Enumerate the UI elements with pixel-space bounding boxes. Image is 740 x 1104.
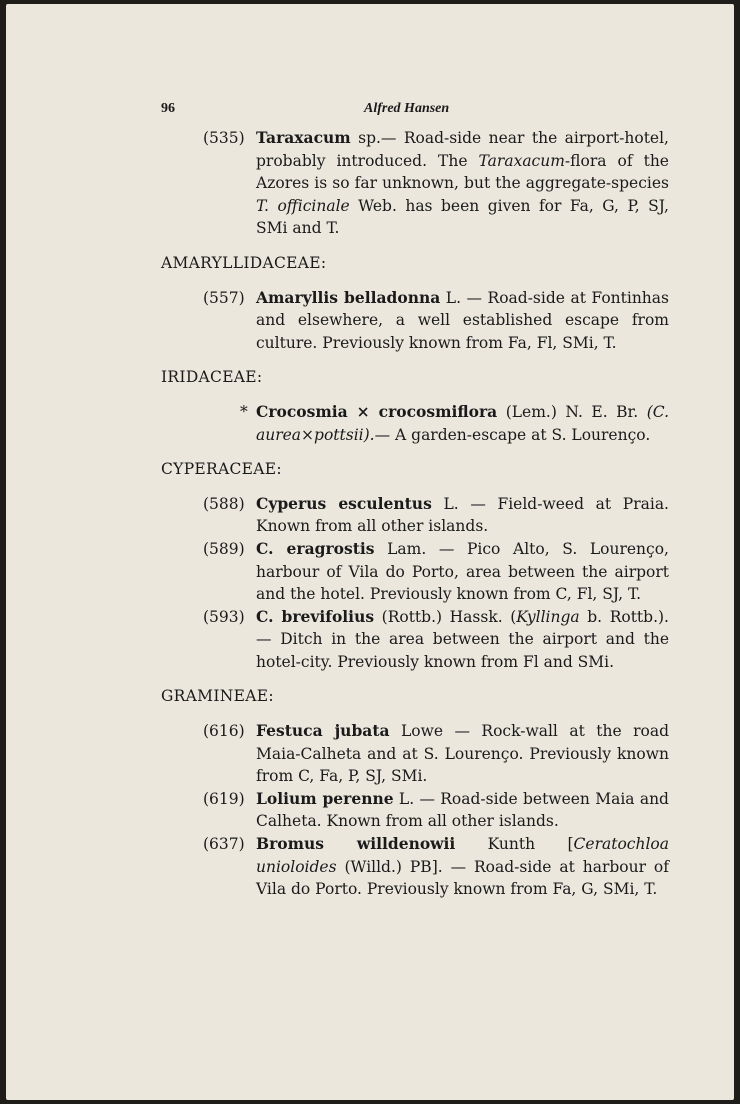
entry-text: sp.— Road-side near the airport-hotel, probably introduced. The [256, 129, 669, 170]
entry-593 [161, 606, 669, 674]
page-body [161, 127, 669, 901]
entry-text: L. — Road-side between Maia and Calheta. Known from all other islands. [256, 789, 669, 831]
entry-588 [161, 493, 669, 538]
section-heading: IRIDACEAE: [161, 368, 263, 387]
entry-number: (535) [203, 129, 245, 147]
entry-text: Lam. — Pico Alto, S. Lourenço, harbour of Vila do Porto, area between the airport and the hotel. Previously known from C, Fl, SJ, T. [256, 539, 669, 604]
entry-text: Kunth [ [455, 835, 574, 854]
entry-number: (619) [203, 789, 245, 808]
entry-italic: T. officinale [256, 196, 350, 215]
entry-number: (588) [203, 494, 245, 513]
taxon-name: Amaryllis belladonna [256, 287, 441, 307]
new-record-mark: * [240, 402, 248, 421]
entry-italic: Taraxacum [478, 151, 565, 170]
entry-number: (616) [203, 722, 245, 741]
taxon-name: Festuca jubata [256, 721, 390, 741]
entry-637 [161, 833, 669, 901]
entry-text: (Lem.) N. E. Br. [497, 402, 647, 421]
entry-italic: (C. aurea×pottsii). [256, 402, 669, 444]
entry-number: (589) [203, 539, 245, 558]
running-head: Alfred Hansen [364, 101, 450, 116]
entry-619 [161, 788, 669, 833]
entry-number: (557) [203, 288, 245, 307]
page-number: 96 [161, 101, 175, 116]
taxon-name: C. brevifolius [256, 606, 375, 626]
entry-text: L. — Field-weed at Praia. Known from all other islands. [256, 494, 669, 536]
entry-text: (Rottb.) Hassk. ( [374, 607, 517, 626]
section-heading: GRAMINEAE: [161, 687, 274, 706]
entry-616 [161, 720, 669, 788]
section-heading: CYPERACEAE: [161, 460, 282, 479]
book-page [6, 4, 734, 1100]
entry-text: Web. has been given for Fa, G, P, SJ, SMi and T. [256, 196, 669, 238]
entry-text: Lowe — Rock-wall at the road Maia-Calheta and at S. Lourenço. Previously known from C, Fa, P, SJ, SMi. [256, 722, 669, 786]
taxon-name: Lolium perenne [256, 788, 394, 808]
taxon-name: C. eragrostis [256, 538, 375, 558]
entry-text: L. — Road-side at Fontinhas and elsewhere, a well established escape from culture. Previously known from Fa, Fl, SMi, T. [256, 288, 669, 352]
entry-number: (637) [203, 835, 245, 854]
taxon-name: Taraxacum [256, 128, 351, 147]
entry-crocosmia [161, 401, 669, 446]
entry-589 [161, 538, 669, 606]
entry-557 [161, 287, 669, 355]
taxon-name: Cyperus esculentus [256, 493, 432, 513]
entry-text: -flora of the Azores is so far unknown, but the aggregate-species [256, 151, 669, 193]
taxon-name: Bromus willdenowii [256, 834, 456, 854]
entry-number: (593) [203, 607, 245, 626]
entry-text: (Willd.) PB]. — Road-side at harbour of Vila do Porto. Previously known from Fa, G, SMi, T. [256, 857, 669, 899]
taxon-name: Crocosmia × crocosmiflora [256, 401, 498, 421]
entry-text: — A garden-escape at S. Lourenço. [374, 425, 651, 444]
section-heading: AMARYLLIDACEAE: [161, 253, 327, 272]
entry-italic: Kyllinga [516, 607, 580, 626]
entry-italic: Ceratochloa unioloides [256, 835, 669, 876]
entry-535 [161, 127, 669, 240]
entry-text: b. Rottb.). — Ditch in the area between the airport and the hotel-city. Previously known from Fl and SMi. [256, 607, 669, 671]
